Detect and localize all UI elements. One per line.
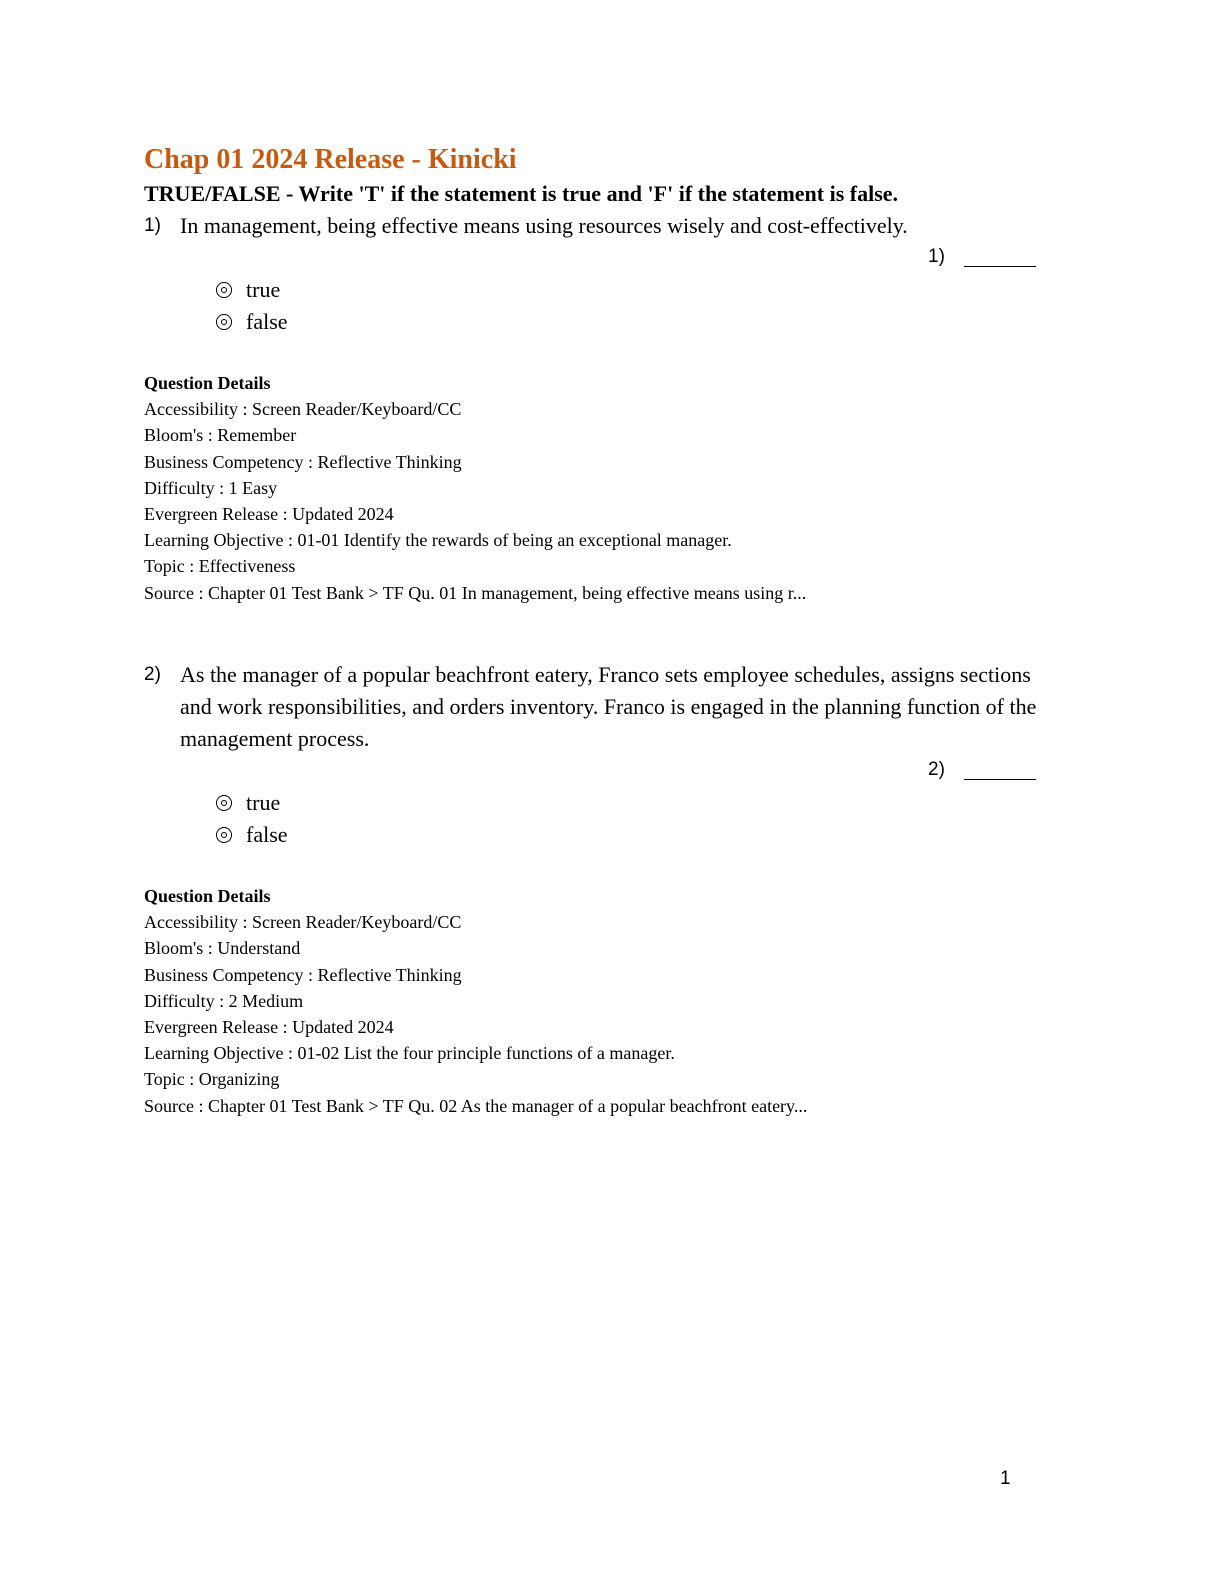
detail-difficulty: Difficulty : 2 Medium [144,990,304,1011]
instructions: TRUE/FALSE - Write 'T' if the statement is true and 'F' if the statement is false. [144,181,899,206]
radio-icon[interactable] [216,282,232,298]
answer-line [144,242,1064,274]
option-label: true [246,277,281,302]
detail-topic: Topic : Organizing [144,1069,280,1090]
detail-learning-objective: Learning Objective : 01-02 List the four principle functions of a manager. [144,1043,675,1064]
question-details [144,370,1064,606]
answer-blank[interactable] [964,242,1036,267]
option-true[interactable] [216,787,1064,819]
radio-icon[interactable] [216,827,232,843]
detail-learning-objective: Learning Objective : 01-01 Identify the rewards of being an exceptional manager. [144,530,732,551]
detail-source: Source : Chapter 01 Test Bank > TF Qu. 02 As the manager of a popular beachfront eatery... [144,1095,808,1116]
option-label: true [246,790,281,815]
detail-source: Source : Chapter 01 Test Bank > TF Qu. 01 In management, being effective means using r... [144,582,807,603]
option-false[interactable] [216,306,1064,338]
option-label: false [246,822,288,847]
radio-icon[interactable] [216,795,232,811]
detail-evergreen-release: Evergreen Release : Updated 2024 [144,1017,394,1038]
details-heading: Question Details [144,373,271,393]
detail-accessibility: Accessibility : Screen Reader/Keyboard/CC [144,399,462,420]
question-text: As the manager of a popular beachfront eatery, Franco sets employee schedules, assigns sections and work responsibilities, and orders inventory. Franco is engaged in the planning function of the management process. [180,662,1037,751]
question-stem [144,210,1064,242]
options [216,274,1064,338]
detail-accessibility: Accessibility : Screen Reader/Keyboard/CC [144,912,462,933]
question-number: 1) [144,215,161,236]
question-stem [144,659,1064,755]
option-false[interactable] [216,819,1064,851]
answer-number: 1) [928,246,945,267]
detail-topic: Topic : Effectiveness [144,556,296,577]
question-2 [144,659,1064,1119]
question-text: In management, being effective means using resources wisely and cost-effectively. [180,213,908,238]
question-number: 2) [144,664,161,685]
document-title: Chap 01 2024 Release - Kinicki [144,144,517,175]
answer-line [144,755,1064,787]
detail-difficulty: Difficulty : 1 Easy [144,477,278,498]
detail-evergreen-release: Evergreen Release : Updated 2024 [144,504,394,525]
option-true[interactable] [216,274,1064,306]
option-label: false [246,309,288,334]
answer-blank[interactable] [964,755,1036,780]
detail-business-competency: Business Competency : Reflective Thinking [144,964,462,985]
detail-business-competency: Business Competency : Reflective Thinking [144,451,462,472]
detail-blooms: Bloom's : Remember [144,425,297,446]
question-1 [144,210,1064,606]
page-number: 1 [1000,1468,1011,1489]
options [216,787,1064,851]
radio-icon[interactable] [216,314,232,330]
answer-number: 2) [928,759,945,780]
details-heading: Question Details [144,886,271,906]
question-details [144,883,1064,1119]
detail-blooms: Bloom's : Understand [144,938,301,959]
